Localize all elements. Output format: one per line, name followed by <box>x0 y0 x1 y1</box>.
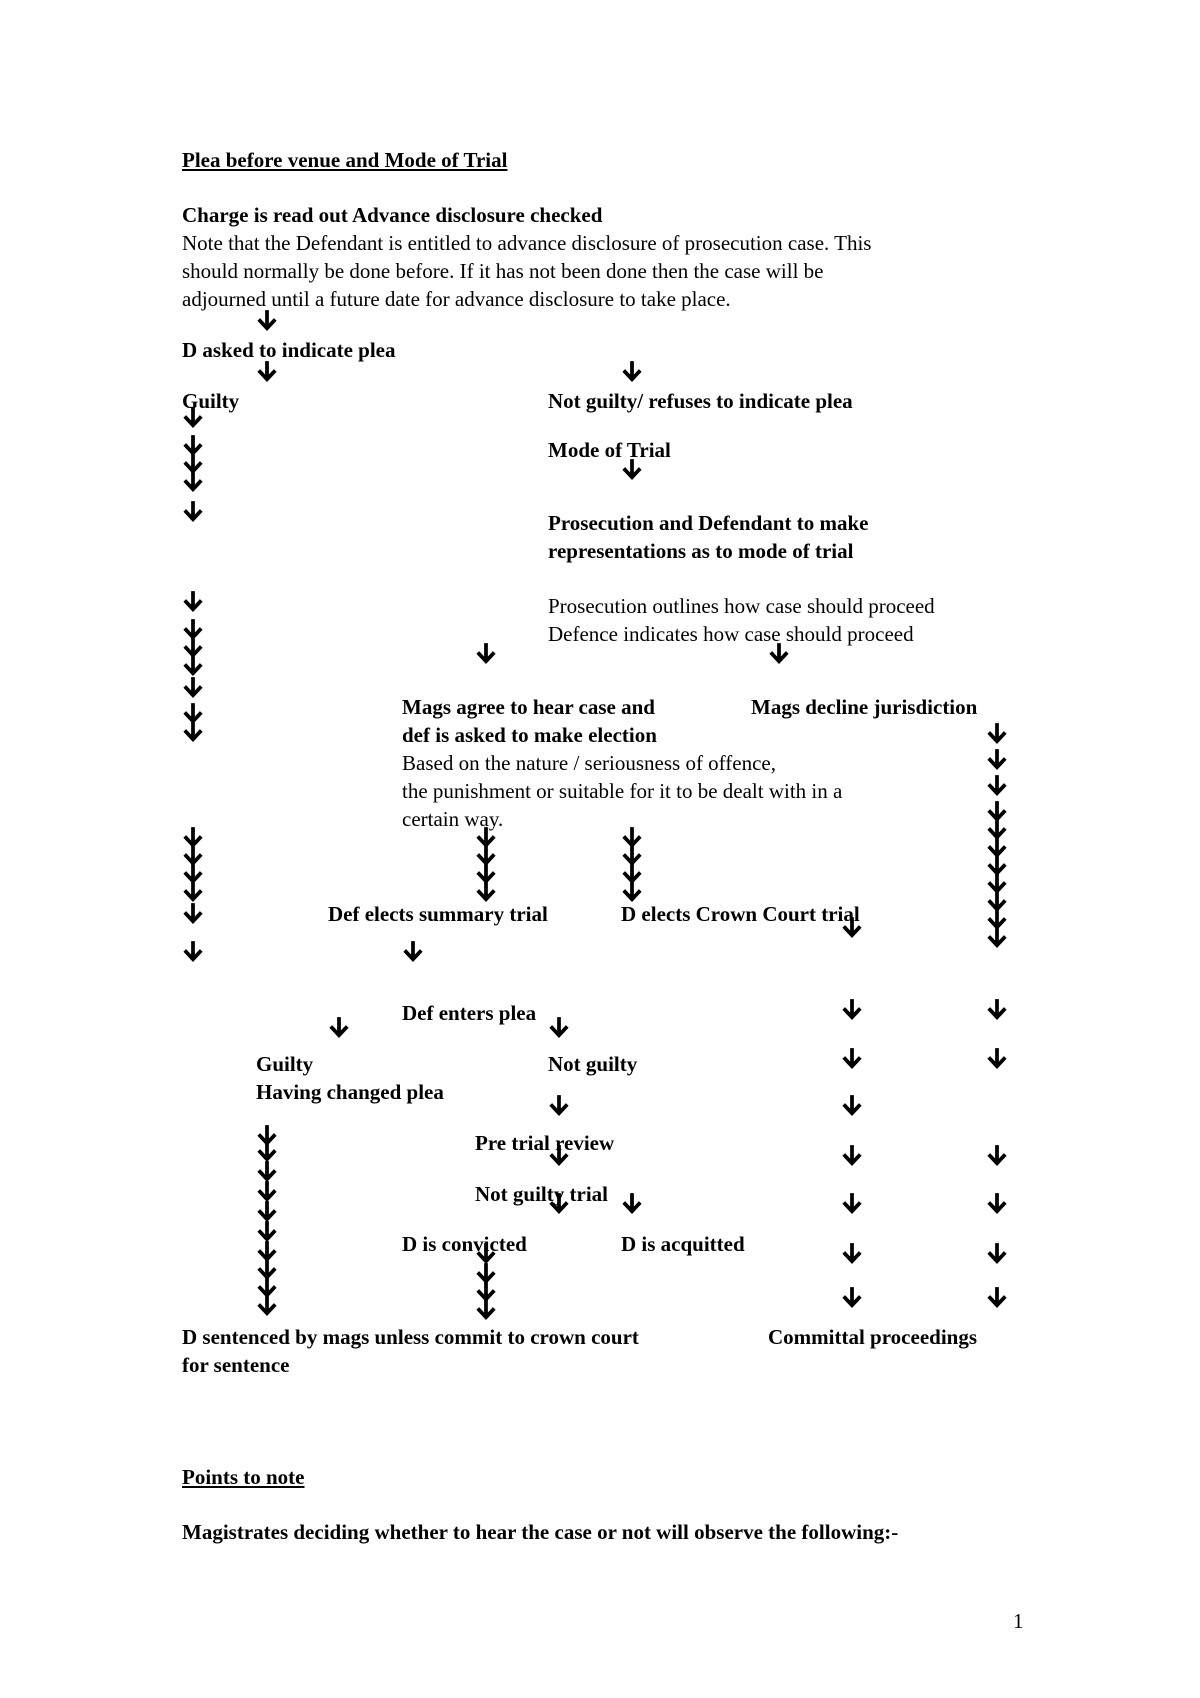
note-line-3: adjourned until a future date for advance disclosure to take place. <box>182 287 731 311</box>
def-enters-plea: Def enters plea <box>402 1001 537 1025</box>
indicate-plea-label: D asked to indicate plea <box>182 338 396 362</box>
pre-trial-review: Pre trial review <box>475 1131 615 1155</box>
down-arrow-icon <box>182 470 204 492</box>
down-arrow-icon <box>182 590 204 612</box>
down-arrow-icon <box>256 1160 278 1182</box>
down-arrow-icon <box>548 1192 570 1214</box>
down-arrow-icon <box>548 1016 570 1038</box>
based-on-line-3: certain way. <box>402 807 504 831</box>
down-arrow-icon <box>768 642 790 664</box>
charge-heading: Charge is read out Advance disclosure checked <box>182 203 603 227</box>
down-arrow-icon <box>256 1220 278 1242</box>
page-title: Plea before venue and Mode of Trial <box>182 148 508 172</box>
guilty-changed-line-1: Guilty <box>256 1052 314 1076</box>
down-arrow-icon <box>841 1286 863 1308</box>
not-guilty-label: Not guilty <box>548 1052 638 1076</box>
down-arrow-icon <box>548 1144 570 1166</box>
down-arrow-icon <box>182 406 204 428</box>
committal-proceedings: Committal proceedings <box>768 1325 978 1349</box>
down-arrow-icon <box>256 1140 278 1162</box>
mags-agree-line-2: def is asked to make election <box>402 723 657 747</box>
mags-decline-label: Mags decline jurisdiction <box>751 695 978 719</box>
d-sentenced-line-2: for sentence <box>182 1353 290 1377</box>
down-arrow-icon <box>475 1298 497 1320</box>
representations-line-1: Prosecution and Defendant to make <box>548 511 869 535</box>
down-arrow-icon <box>841 1144 863 1166</box>
defence-indicates: Defence indicates how case should proceed <box>548 622 914 646</box>
magistrates-deciding: Magistrates deciding whether to hear the case or not will observe the following:- <box>182 1520 899 1544</box>
down-arrow-icon <box>182 654 204 676</box>
down-arrow-icon <box>986 998 1008 1020</box>
down-arrow-icon <box>182 720 204 742</box>
note-line-1: Note that the Defendant is entitled to advance disclosure of prosecution case. This <box>182 231 872 255</box>
down-arrow-icon <box>182 500 204 522</box>
d-sentenced-line-1: D sentenced by mags unless commit to crown court <box>182 1325 639 1349</box>
down-arrow-icon <box>986 1047 1008 1069</box>
down-arrow-icon <box>621 360 643 382</box>
down-arrow-icon <box>841 1242 863 1264</box>
points-heading: Points to note <box>182 1465 305 1489</box>
down-arrow-icon <box>256 1180 278 1202</box>
mags-agree-line-1: Mags agree to hear case and <box>402 695 655 719</box>
guilty-changed-line-2: Having changed plea <box>256 1080 444 1104</box>
down-arrow-icon <box>841 1192 863 1214</box>
down-arrow-icon <box>986 1286 1008 1308</box>
down-arrow-icon <box>182 676 204 698</box>
down-arrow-icon <box>986 1242 1008 1264</box>
down-arrow-icon <box>182 940 204 962</box>
not-guilty-trial: Not guilty trial <box>475 1182 608 1206</box>
guilty-label: Guilty <box>182 389 240 413</box>
mode-of-trial-label: Mode of Trial <box>548 438 671 462</box>
representations-line-2: representations as to mode of trial <box>548 539 854 563</box>
down-arrow-icon <box>256 1200 278 1222</box>
down-arrow-icon <box>475 1242 497 1264</box>
down-arrow-icon <box>182 880 204 902</box>
down-arrow-icon <box>986 1144 1008 1166</box>
down-arrow-icon <box>986 1192 1008 1214</box>
down-arrow-icon <box>402 940 424 962</box>
down-arrow-icon <box>621 1192 643 1214</box>
page-number: 1 <box>1013 1609 1024 1633</box>
down-arrow-icon <box>621 458 643 480</box>
prosecution-outlines: Prosecution outlines how case should proceed <box>548 594 935 618</box>
based-on-line-2: the punishment or suitable for it to be dealt with in a <box>402 779 843 803</box>
down-arrow-icon <box>256 1294 278 1316</box>
down-arrow-icon <box>328 1016 350 1038</box>
down-arrow-icon <box>548 1094 570 1116</box>
d-elects-crown: D elects Crown Court trial <box>621 902 860 926</box>
def-elects-summary: Def elects summary trial <box>328 902 548 926</box>
down-arrow-icon <box>841 916 863 938</box>
down-arrow-icon <box>986 774 1008 796</box>
down-arrow-icon <box>621 880 643 902</box>
down-arrow-icon <box>841 998 863 1020</box>
down-arrow-icon <box>256 360 278 382</box>
down-arrow-icon <box>475 880 497 902</box>
down-arrow-icon <box>986 722 1008 744</box>
down-arrow-icon <box>475 642 497 664</box>
down-arrow-icon <box>986 926 1008 948</box>
d-is-convicted: D is convicted <box>402 1232 527 1256</box>
d-is-acquitted: D is acquitted <box>621 1232 745 1256</box>
note-line-2: should normally be done before. If it has not been done then the case will be <box>182 259 824 283</box>
down-arrow-icon <box>986 748 1008 770</box>
down-arrow-icon <box>256 309 278 331</box>
based-on-line-1: Based on the nature / seriousness of offence, <box>402 751 777 775</box>
not-guilty-refuses-label: Not guilty/ refuses to indicate plea <box>548 389 853 413</box>
down-arrow-icon <box>841 1094 863 1116</box>
down-arrow-icon <box>841 1047 863 1069</box>
down-arrow-icon <box>182 902 204 924</box>
